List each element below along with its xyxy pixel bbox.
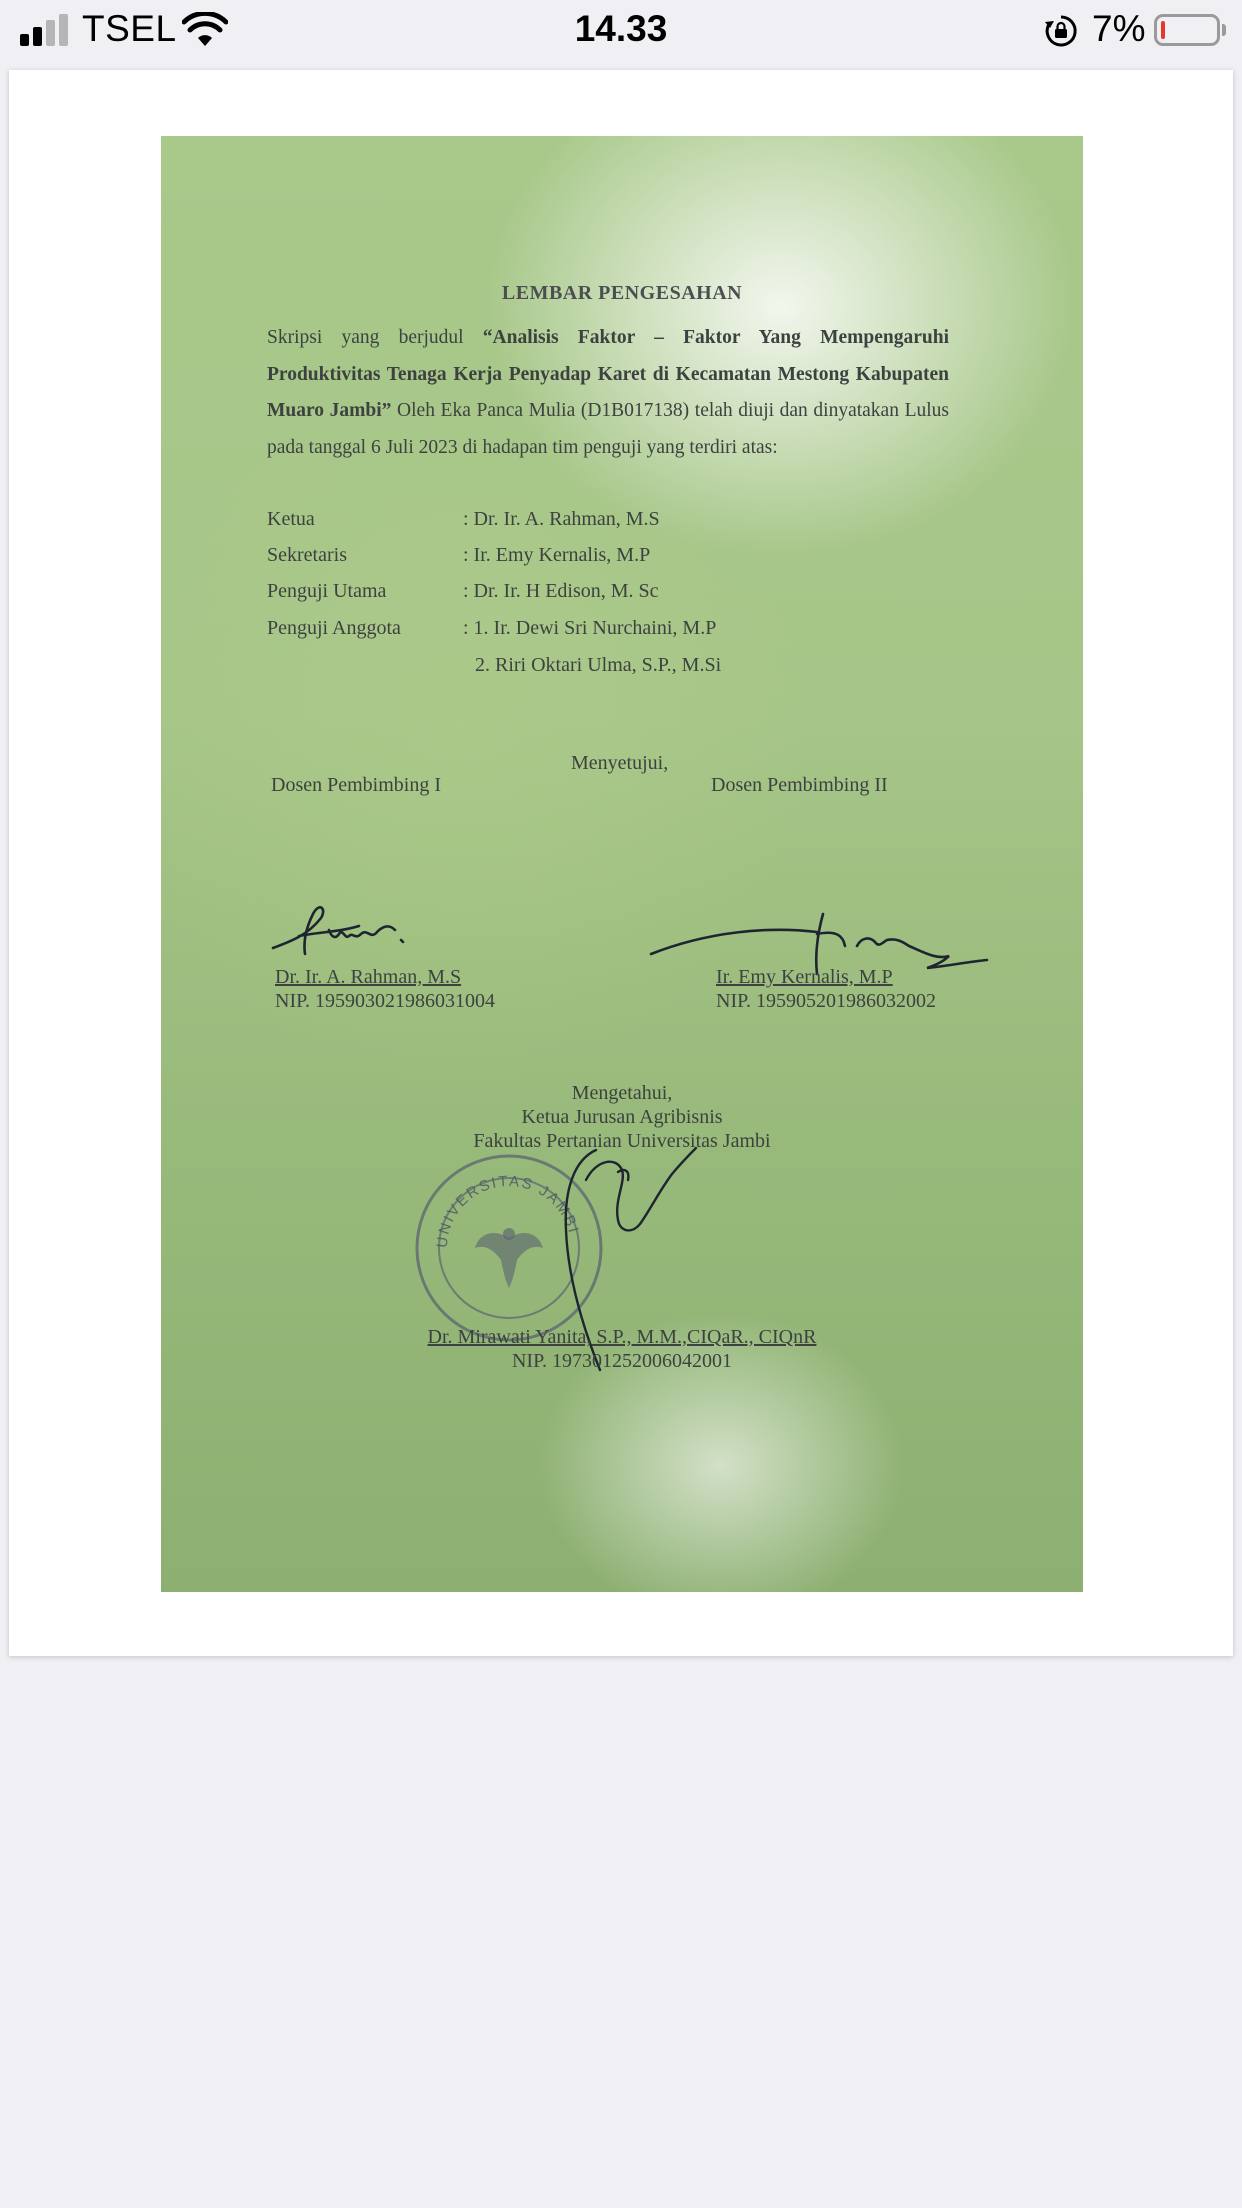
rotation-lock-icon xyxy=(1044,14,1078,48)
intro-prefix: Skripsi yang berjudul xyxy=(267,327,483,348)
supervisor-2-nip: NIP. 195905201986032002 xyxy=(716,990,937,1012)
examiner-role-ketua: Ketua xyxy=(267,508,315,530)
examiner-role-sekretaris: Sekretaris xyxy=(267,544,347,566)
examiner-name-utama: : Dr. Ir. H Edison, M. Sc xyxy=(463,580,659,602)
supervisor-2-name: Ir. Emy Kernalis, M.P xyxy=(716,966,893,988)
clock: 14.33 xyxy=(574,8,668,49)
thesis-title: “Analisis Faktor – Faktor Yang Mempengaruhi Produktivitas Tenaga Kerja Penyadap Karet di Kecamatan Mestong Kabupaten Muaro Jambi” xyxy=(267,327,949,421)
status-bar xyxy=(0,0,1242,62)
battery-level xyxy=(1161,21,1165,39)
battery-icon xyxy=(1154,14,1220,46)
scanned-document-image xyxy=(161,136,1083,1592)
acknowledgement-heading: Mengetahui, xyxy=(571,1082,673,1104)
examiner-name-anggota-1: : 1. Ir. Dewi Sri Nurchaini, M.P xyxy=(463,617,717,639)
examiner-name-ketua: : Dr. Ir. A. Rahman, M.S xyxy=(463,508,660,530)
supervisor-1-name: Dr. Ir. A. Rahman, M.S xyxy=(275,966,462,988)
head-of-department-name: Dr. Mirawati Yanita, S.P., M.M.,CIQaR., CIQnR xyxy=(427,1326,817,1348)
examiner-name-anggota-2: 2. Riri Oktari Ulma, S.P., M.Si xyxy=(475,654,722,676)
document-content xyxy=(161,136,1083,1592)
document-title: LEMBAR PENGESAHAN xyxy=(501,282,743,304)
intro-suffix: Oleh Eka Panca Mulia (D1B017138) telah diuji dan dinyatakan Lulus pada tanggal 6 Juli 2023 di hadapan tim penguji yang terdiri atas: xyxy=(267,400,949,458)
supervisor-1-signature xyxy=(269,896,439,966)
examiner-role-utama: Penguji Utama xyxy=(267,580,387,602)
approval-heading: Menyetujui, xyxy=(571,752,669,774)
battery-percent: 7% xyxy=(1092,8,1146,49)
supervisor-2-label: Dosen Pembimbing II xyxy=(711,774,888,796)
examiner-name-sekretaris: : Ir. Emy Kernalis, M.P xyxy=(463,544,651,566)
carrier-name: TSEL xyxy=(82,8,177,49)
examiner-role-anggota: Penguji Anggota xyxy=(267,617,401,639)
supervisor-1-nip: NIP. 195903021986031004 xyxy=(275,990,496,1012)
document-page[interactable] xyxy=(9,70,1233,1656)
stamp-text: UNIVERSITAS JAMBI xyxy=(433,1172,583,1249)
battery-tip xyxy=(1222,24,1226,36)
supervisor-1-label: Dosen Pembimbing I xyxy=(271,774,441,796)
acknowledgement-position: Ketua Jurusan Agribisnis xyxy=(521,1106,723,1128)
intro-paragraph xyxy=(267,320,949,466)
head-of-department-nip: NIP. 197301252006042001 xyxy=(511,1350,732,1372)
acknowledgement-faculty: Fakultas Pertanian Universitas Jambi xyxy=(473,1130,771,1152)
